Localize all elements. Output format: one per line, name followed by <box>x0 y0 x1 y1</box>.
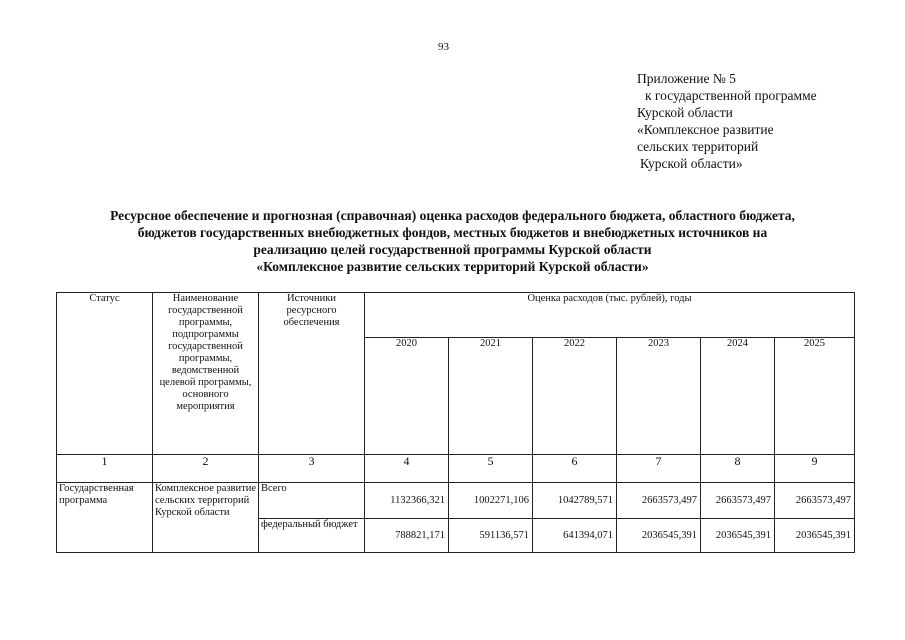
appendix-line: Приложение № 5 <box>637 71 736 86</box>
title-line: реализацию целей государственной программы Курской области <box>253 242 652 257</box>
appendix-note <box>637 70 817 172</box>
source-label: Всего <box>259 483 365 519</box>
column-number: 7 <box>617 455 701 483</box>
header-status: Статус <box>57 293 153 455</box>
source-label: федеральный бюджет <box>259 519 365 553</box>
column-number: 9 <box>775 455 855 483</box>
appendix-line: к государственной программе <box>645 88 817 103</box>
appendix-line: «Комплексное развитие <box>637 122 774 137</box>
table-row <box>57 483 855 519</box>
page-number: 93 <box>438 41 449 53</box>
document-title <box>40 207 865 275</box>
title-line: бюджетов государственных внебюджетных фондов, местных бюджетов и внебюджетных источников на <box>137 225 768 240</box>
value-cell: 2036545,391 <box>617 519 701 553</box>
value-cell: 2036545,391 <box>701 519 775 553</box>
value-cell: 2663573,497 <box>775 483 855 519</box>
value-cell: 641394,071 <box>533 519 617 553</box>
title-line: Ресурсное обеспечение и прогнозная (справочная) оценка расходов федерального бюджета, областного бюджета, <box>110 208 795 223</box>
header-year: 2021 <box>449 338 533 455</box>
column-number: 1 <box>57 455 153 483</box>
value-cell: 1002271,106 <box>449 483 533 519</box>
value-cell: 2663573,497 <box>617 483 701 519</box>
value-cell: 1132366,321 <box>365 483 449 519</box>
value-cell: 2036545,391 <box>775 519 855 553</box>
column-number: 4 <box>365 455 449 483</box>
header-year: 2024 <box>701 338 775 455</box>
program-name: Комплексное развитие сельских территорий Курской области <box>153 483 259 553</box>
value-cell: 2663573,497 <box>701 483 775 519</box>
column-number: 6 <box>533 455 617 483</box>
appendix-line: сельских территорий <box>637 139 759 154</box>
column-number: 3 <box>259 455 365 483</box>
header-year: 2023 <box>617 338 701 455</box>
header-sources: Источники ресурсного обеспечения <box>259 293 365 455</box>
header-year: 2020 <box>365 338 449 455</box>
column-number: 8 <box>701 455 775 483</box>
header-year: 2022 <box>533 338 617 455</box>
header-year: 2025 <box>775 338 855 455</box>
value-cell: 1042789,571 <box>533 483 617 519</box>
value-cell: 788821,171 <box>365 519 449 553</box>
title-line: «Комплексное развитие сельских территорий Курской области» <box>256 259 649 274</box>
program-status: Государственная программа <box>57 483 153 553</box>
appendix-line: Курской области <box>637 105 733 120</box>
header-estimate: Оценка расходов (тыс. рублей), годы <box>365 293 855 338</box>
appendix-line: Курской области» <box>640 156 743 171</box>
header-program-name: Наименование государственной программы, подпрограммы государственной программы, ведомственной целевой программы, основного мероприятия <box>153 293 259 455</box>
budget-table <box>56 292 855 553</box>
column-number: 2 <box>153 455 259 483</box>
value-cell: 591136,571 <box>449 519 533 553</box>
column-number: 5 <box>449 455 533 483</box>
